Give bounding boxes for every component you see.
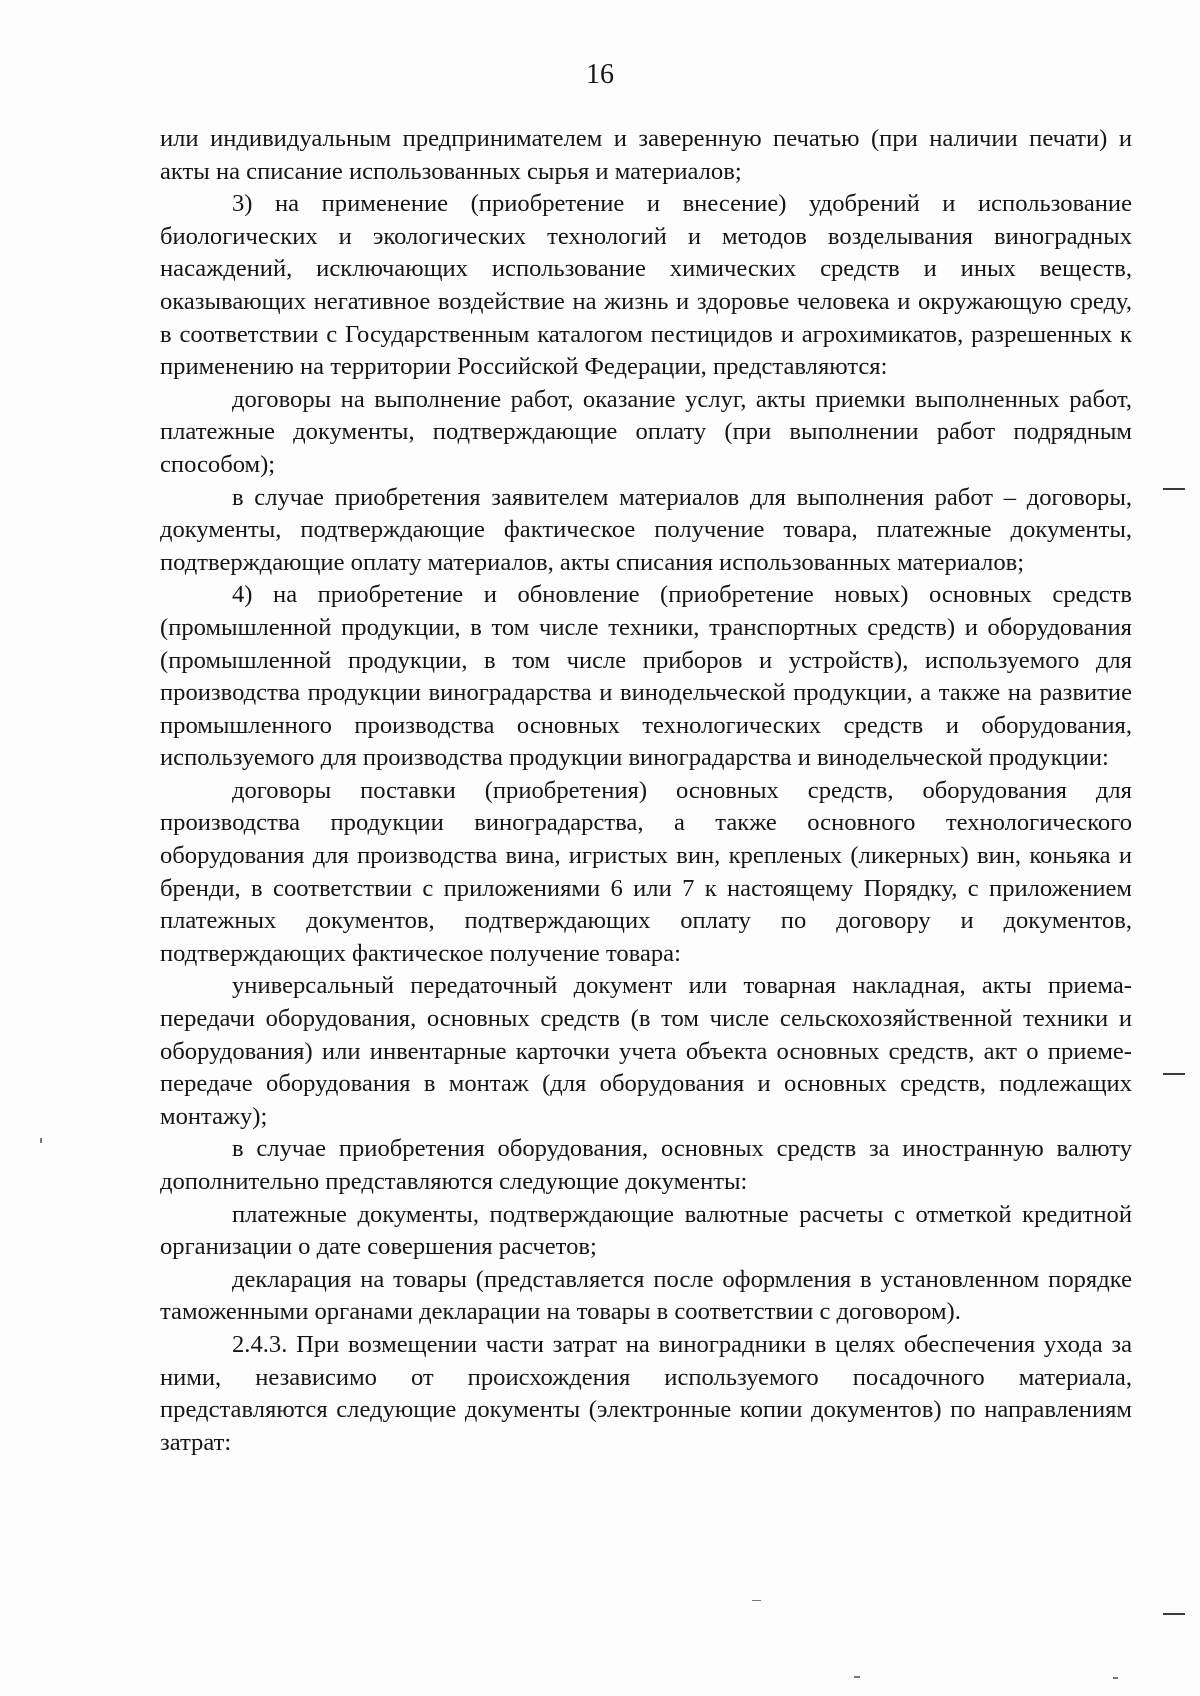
body-text xyxy=(160,123,1132,1459)
paragraph-item-4-fixed-assets: 4) на приобретение и обновление (приобретение новых) основных средств (промышленной продукции, в том числе техники, транспортных средств) и оборудования (промышленной продукции, в том числе приборов и устройств), используемого для производства продукции виноградарства и винодельческой продукции, а также на развитие промышленного производства основных технологических средств и оборудования, используемого для производства продукции виноградарства и винодельческой продукции: xyxy=(160,581,1132,772)
paragraph-work-contracts: договоры на выполнение работ, оказание услуг, акты приемки выполненных работ, платежные документы, подтверждающие оплату (при выполнении работ подрядным способом); xyxy=(160,385,1132,478)
paragraph-supply-contracts: договоры поставки (приобретения) основных средств, оборудования для производства продукции виноградарства, а также основного технологического оборудования для производства вина, игристых вин, крепленых (ликерных) вин, коньяка и бренди, в соответствии с приложениями 6 или 7 к настоящему Порядку, с приложением платежных документов, подтверждающих оплату по договору и документов, подтверждающих фактическое получение товара: xyxy=(160,776,1132,967)
paragraph-2-4-3: 2.4.3. При возмещении части затрат на виноградники в целях обеспечения ухода за ними, независимо от происхождения используемого посадочного материала, представляются следующие документы (электронные копии документов) по направлениям затрат: xyxy=(160,1330,1132,1456)
margin-mark xyxy=(1163,488,1185,490)
margin-mark xyxy=(1163,1073,1185,1075)
paragraph-item-3-fertilizers: 3) на применение (приобретение и внесение) удобрений и использование биологических и экологических технологий и методов возделывания виноградных насаждений, исключающих использование химических средств и иных веществ, оказывающих негативное воздействие на жизнь и здоровье человека и окружающую среду, в соответствии с Государственным каталогом пестицидов и агрохимикатов, разрешенных к применению на территории Российской Федерации, представляются: xyxy=(160,190,1132,381)
scan-speck xyxy=(854,1676,860,1678)
paragraph-customs-declaration: декларация на товары (представляется после оформления в установленном порядке таможенными органами декларации на товары в соответствии с договором). xyxy=(160,1265,1132,1326)
paragraph-foreign-currency: в случае приобретения оборудования, основных средств за иностранную валюту дополнительно представляются следующие документы: xyxy=(160,1135,1132,1195)
paragraph-transfer-documents: универсальный передаточный документ или товарная накладная, акты приема-передачи оборудования, основных средств (в том числе сельскохозяйственной техники и оборудования) или инвентарные карточки учета объекта основных средств, акт о приеме-передаче оборудования в монтаж (для оборудования и основных средств, подлежащих монтажу); xyxy=(160,972,1132,1130)
scan-speck xyxy=(40,1138,42,1143)
paragraph-payment-documents: платежные документы, подтверждающие валютные расчеты с отметкой кредитной организации о дате совершения расчетов; xyxy=(160,1200,1132,1261)
margin-mark xyxy=(1163,1613,1185,1615)
scan-speck xyxy=(752,1600,761,1601)
paragraph-continuation: или индивидуальным предпринимателем и заверенную печатью (при наличии печати) и акты на списание использованных сырья и материалов; xyxy=(160,125,1132,185)
page-number: 16 xyxy=(586,59,614,90)
paragraph-materials-purchase: в случае приобретения заявителем материалов для выполнения работ – договоры, документы, подтверждающие фактическое получение товара, платежные документы, подтверждающие оплату материалов, акты списания использованных материалов; xyxy=(160,483,1132,576)
scan-speck xyxy=(1113,1677,1118,1679)
